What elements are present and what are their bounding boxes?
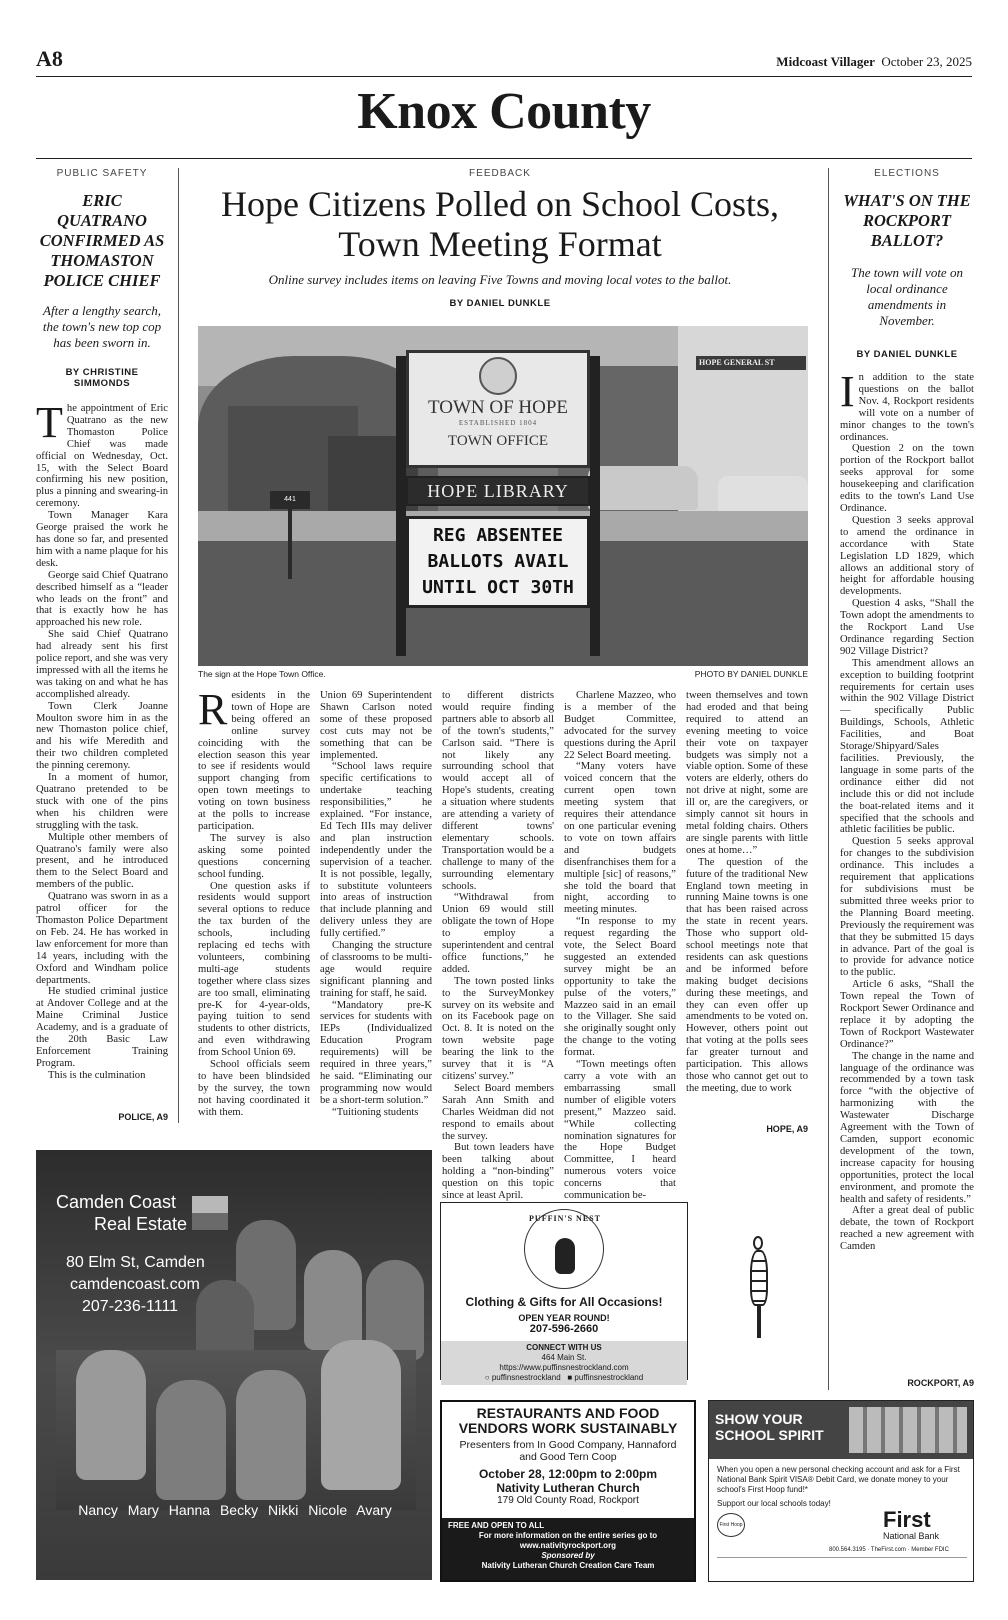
section-title: Knox County bbox=[357, 83, 651, 140]
left-para: She said Chief Quatrano had already sent his first police report, and she was very impressed with all the items he was taking on and what he has accomplished already. bbox=[36, 629, 168, 700]
left-para: Town Clerk Joanne Moulton swore him in as the new Thomaston police chief, and his wife Meredith and their two children completed the pinning ceremony. bbox=[36, 700, 168, 772]
drop-cap: R bbox=[198, 685, 228, 734]
agent-names bbox=[50, 1502, 420, 1518]
main-col-3 bbox=[442, 690, 554, 1202]
car bbox=[588, 466, 698, 510]
photo-credit: PHOTO BY DANIEL DUNKLE bbox=[694, 669, 808, 679]
main-para: “In response to my request regarding the vote, the Select Board suggested an extended survey might be an opportunity to take the pulse of the voters,” Mazzeo said in an email to the Villager. She said she originally sought only the change to the voting format. bbox=[564, 916, 676, 1059]
puffin-web[interactable]: https://www.puffinsnestrockland.com bbox=[499, 1363, 629, 1372]
section-rule bbox=[36, 158, 972, 159]
drop-cap: I bbox=[840, 367, 855, 416]
main-para: “Town meetings often carry a vote with an embarrassing small number of eligible voters present,” Mazzeo said. “While collecting nomination signatures for the Hope Budget Committee, I heard numerous voters voice concerns that communication be- bbox=[564, 1059, 676, 1202]
right-para: Question 2 on the town portion of the Rockport ballot seeks approval for some housekeeping and clarification edits to the town's Land Use Ordinance. bbox=[840, 443, 974, 514]
agent-photo bbox=[236, 1370, 306, 1500]
left-divider bbox=[178, 168, 179, 1123]
store-sign: HOPE GENERAL ST bbox=[696, 356, 806, 370]
main-para: One question asks if residents would support several options to reduce the tax burden of the schools, including replacing ed techs with volunteers, combining multi-age students together where class sizes are too small, eliminating pre-K for 4-year-olds, paying tuition to send students to other districts, and even withdrawing from School Union 69. bbox=[198, 880, 310, 1059]
event-when: October 28, 12:00pm to 2:00pm bbox=[478, 1467, 658, 1481]
agent-name: Hanna bbox=[168, 1502, 211, 1518]
bank-contact[interactable]: 800.564.3195 · TheFirst.com · Member FDIC bbox=[829, 1547, 949, 1553]
puffin-contact bbox=[441, 1341, 687, 1385]
right-para: This amendment allows an exception to building footprint requirements for certain uses within the 902 Village District — specifically Public Buildings, Schools, Athletic Facilities, and Boat Storage/Shipyard/Sales facilities. Previously, the language in some parts of the ordinance either did not include this or did not include the boat-related items and it specified that the schools and athletic facilities be public. bbox=[840, 657, 974, 836]
left-jump[interactable]: POLICE, A9 bbox=[118, 1112, 168, 1122]
event-more[interactable]: For more information on the entire series go to www.nativityrockport.org bbox=[478, 1531, 658, 1550]
main-para: “School laws require specific certifications to undertake teaching responsibilities,” he explained. “For instance, Ed Tech IIIs may deliver and plan instruction independently under the supervision of a teacher. It is not possible, legally, to substitute volunteers into areas of instruction that include planning and delivery unless they are fully certified.” bbox=[320, 761, 432, 940]
right-para: Question 4 asks, “Shall the Town adopt the amendments to the Rockport Land Use Ordinance regarding Section 902 Village District? bbox=[840, 598, 974, 657]
main-para: The survey is also asking some pointed questions concerning school funding. bbox=[198, 832, 310, 880]
left-para: George said Chief Quatrano described himself as a “leader who leads on the front” and that is exactly how he has approached his new role. bbox=[36, 569, 168, 629]
camden-phone: 207-236-1111 bbox=[82, 1298, 179, 1315]
main-para: “Mandatory pre-K services for students with IEPs (Individualized Education Program requirements) will be required in three years,” he said. “Eliminating our programming now would be a short-term solution.” bbox=[320, 999, 432, 1106]
right-headline: WHAT'S ON THE ROCKPORT BALLOT? bbox=[843, 191, 971, 250]
issue-date: October 23, 2025 bbox=[881, 54, 972, 69]
left-para: He studied criminal justice at Andover College and at the Maine Criminal Justice Academy, and is a graduate of the 20th Basic Law Enforcement Training Program. bbox=[36, 986, 168, 1069]
left-kicker: PUBLIC SAFETY bbox=[56, 168, 148, 179]
left-story bbox=[36, 168, 168, 1093]
buoy-spindle bbox=[757, 1306, 761, 1338]
bank-banner-line: SCHOOL SPIRIT bbox=[715, 1427, 824, 1443]
agent-name: Becky bbox=[219, 1502, 259, 1518]
right-para: Article 6 asks, “Shall the Town repeal the Town of Rockport Sewer Ordinance and replace it by adopting the Town of Rockport Wastewater Ordinance?” bbox=[840, 979, 974, 1050]
agent-photo bbox=[304, 1250, 362, 1350]
right-divider bbox=[828, 168, 829, 1390]
first-hoop-logo: First Hoop bbox=[717, 1513, 745, 1537]
sign-town-office: TOWN OFFICE bbox=[447, 433, 549, 449]
puffin-address: 464 Main St. bbox=[541, 1353, 587, 1362]
event-free: FREE AND OPEN TO ALL bbox=[448, 1521, 545, 1530]
page-number: A8 bbox=[36, 46, 63, 71]
right-story bbox=[840, 168, 974, 1372]
event-address: 179 Old County Road, Rockport bbox=[497, 1495, 639, 1506]
sign-town-name: TOWN OF HOPE bbox=[427, 397, 569, 418]
buoy-body bbox=[750, 1250, 768, 1306]
agent-name: Nikki bbox=[267, 1502, 299, 1518]
bank-logo: First bbox=[883, 1507, 931, 1532]
masthead bbox=[776, 54, 972, 70]
right-first-para: n addition to the state questions on the ballot Nov. 4, Rockport residents will vote on a number of minor changes to the town's ordinances. bbox=[840, 372, 974, 443]
camden-logo-mark bbox=[192, 1196, 228, 1230]
library-sign: HOPE LIBRARY bbox=[406, 476, 590, 506]
right-byline: BY DANIEL DUNKLE bbox=[856, 349, 958, 360]
agent-name: Nicole bbox=[308, 1502, 348, 1518]
bank-banner-line: SHOW YOUR bbox=[715, 1411, 803, 1427]
bank-logo-sub: National Bank bbox=[883, 1531, 940, 1541]
left-body bbox=[36, 398, 168, 1093]
mailbox: 441 bbox=[270, 491, 310, 509]
photo-caption: The sign at the Hope Town Office. bbox=[198, 669, 326, 679]
main-para: “Withdrawal from Union 69 would still obligate the town of Hope to employ a superintendent and central office functions,” he added. bbox=[442, 892, 554, 975]
main-para: Changing the structure of classrooms to be multi-age would require significant planning and training for staff, he said. bbox=[320, 940, 432, 999]
bank-banner-text bbox=[715, 1411, 824, 1443]
camden-address: 80 Elm St, Camden bbox=[66, 1254, 205, 1271]
drop-cap: T bbox=[36, 398, 63, 447]
left-para: In a moment of humor, Quatrano pretended to be stuck with one of the pins when his children were struggling with the task. bbox=[36, 772, 168, 831]
event-sponsored: Sponsored by bbox=[541, 1551, 595, 1560]
agent-name: Nancy bbox=[78, 1502, 118, 1518]
puffin-instagram[interactable]: puffinsnestrockland bbox=[491, 1373, 561, 1382]
puffin-logo bbox=[524, 1209, 604, 1289]
marquee-line: BALLOTS AVAIL bbox=[427, 551, 569, 572]
main-col-1 bbox=[198, 685, 310, 1118]
agent-photo bbox=[76, 1350, 146, 1480]
left-para: Multiple other members of Quatrano's family were also present, and he introduced them to the Select Board and members of the public. bbox=[36, 831, 168, 891]
agent-name: Avary bbox=[356, 1502, 392, 1518]
main-byline: BY DANIEL DUNKLE bbox=[449, 298, 551, 309]
main-first-para: esidents in the town of Hope are being offered an online survey coinciding with the election season this year to see if residents would support changing from open town meetings to voting on town business at the polls to increase participation. bbox=[198, 690, 310, 832]
left-para: Quatrano was sworn in as a patrol officer for the Thomaston Police Department on Feb. 24. He has worked in law enforcement for more than 14 years, including with the Oxford and Windham police departments. bbox=[36, 891, 168, 986]
main-headline: Hope Citizens Polled on School Costs, Town Meeting Format bbox=[221, 184, 779, 264]
main-para: tween themselves and town had eroded and that being required to attend an evening meeting to voice their vote on taxpayer budgets was simply not a viable option. Some of these voters are elderly, others do not drive at night, some are ill or, are the caregivers, or simply cannot sit hours in metal folding chairs. Others are single parents with little ones at home…” bbox=[686, 690, 808, 856]
marquee-sign bbox=[406, 516, 590, 608]
puffin-facebook[interactable]: puffinsnestrockland bbox=[574, 1373, 644, 1382]
main-para: School officials seem to have been blindsided by the survey, the town not having coordinated it with them. bbox=[198, 1059, 310, 1118]
header-rule bbox=[36, 76, 972, 77]
puffin-icon bbox=[555, 1238, 575, 1274]
main-jump[interactable]: HOPE, A9 bbox=[766, 1124, 808, 1134]
debit-cards-image bbox=[849, 1407, 967, 1453]
restaurants-event-ad[interactable] bbox=[440, 1400, 696, 1582]
town-sign bbox=[406, 350, 590, 468]
main-para: Union 69 Superintendent Shawn Carlson noted some of these proposed cost cuts may not be something that can be implemented. bbox=[320, 690, 432, 761]
right-body bbox=[840, 367, 974, 1372]
left-para: Town Manager Kara George praised the work he has done so far, and presented him with a name plaque for his desk. bbox=[36, 510, 168, 569]
marquee-line: UNTIL OCT 30TH bbox=[422, 577, 574, 598]
marquee-line: REG ABSENTEE bbox=[432, 525, 564, 546]
camden-coast-ad[interactable] bbox=[36, 1150, 432, 1580]
left-first-para: he appointment of Eric Quatrano as the new Thomaston Police Chief was made official on Wednesday, Oct. 15, with the Select Board confirming his new position, plus a pinning and swearing-in ceremony. bbox=[36, 403, 168, 510]
bank-body: When you open a new personal checking account and ask for a First National Bank Spirit VISA® Debit Card, we donate money to your school's First Hoop fund!* bbox=[717, 1465, 960, 1494]
left-dek: After a lengthy search, the town's new top cop has been sworn in. bbox=[42, 303, 162, 350]
right-jump[interactable]: ROCKPORT, A9 bbox=[907, 1378, 974, 1388]
sign-post-right bbox=[590, 356, 600, 656]
facebook-icon[interactable]: ■ bbox=[567, 1373, 573, 1382]
puffin-tagline: Clothing & Gifts for All Occasions! bbox=[465, 1295, 663, 1309]
truck bbox=[718, 476, 808, 516]
sign-post-left bbox=[396, 356, 406, 656]
event-where: Nativity Lutheran Church bbox=[496, 1481, 640, 1495]
town-sign-photo bbox=[198, 326, 808, 666]
right-dek: The town will vote on local ordinance amendments in November. bbox=[851, 265, 963, 328]
puffin-hours: OPEN YEAR ROUND! bbox=[518, 1313, 610, 1323]
main-para: to different districts would require finding partners able to absorb all of the town's students,” Carlson said. “There is not likely any surrounding school that would accept all of Hope's students, creating a situation where students are attending a variety of different towns' elementary schools. Transportation would be a challenge to many of the surrounding elementary schools. bbox=[442, 690, 554, 892]
right-para: After a great deal of public debate, the town of Rockport reached a new agreement with Camden bbox=[840, 1205, 974, 1253]
publication-name: Midcoast Villager bbox=[776, 54, 875, 69]
instagram-icon[interactable]: ○ bbox=[484, 1373, 490, 1382]
main-para: “Many voters have voiced concern that the current open town meeting system that requires their attendance on one particular evening to vote on town affairs and budgets disenfranchises them for a multiple [sic] of reasons,” she told the board that night, according to meeting minutes. bbox=[564, 761, 676, 916]
right-kicker: ELECTIONS bbox=[874, 168, 940, 179]
bank-fine-print bbox=[717, 1557, 967, 1575]
right-para: Question 3 seeks approval to amend the ordinance in accordance with State Legislation LD 1829, which allows an additional story of height for affordable housing developments. bbox=[840, 514, 974, 598]
main-col-2 bbox=[320, 690, 432, 1118]
camden-web: camdencoast.com bbox=[70, 1276, 200, 1293]
main-para: But town leaders have been talking about holding a “non-binding” question on this topic since at least April. bbox=[442, 1142, 554, 1202]
puffins-nest-ad[interactable] bbox=[440, 1202, 688, 1380]
main-para: Select Board members Sarah Ann Smith and Charles Weidman did not respond to emails about the survey. bbox=[442, 1082, 554, 1142]
left-para: This is the culmination bbox=[48, 1069, 146, 1081]
town-seal bbox=[479, 357, 517, 395]
event-sponsor: Nativity Lutheran Church Creation Care Team bbox=[481, 1561, 655, 1570]
right-para: The change in the name and language of the ordinance was recommended by a town task force “with the objective of harmonizing with the Wastewater Discharge Agreement with the Town of Camden, support economic development of the town, increase capacity for housing opportunities, protect the local environment, and promote the health and safety of residents.” bbox=[840, 1050, 974, 1205]
right-para: Question 5 seeks approval for changes to the subdivision ordinance. This includes a requirement that applications for subdivisions must be submitted three weeks prior to the Planning Board meeting. Previously the requirement was that they be submitted 15 days in advance. Part of the goal is to provide for advance notice to the public. bbox=[840, 836, 974, 979]
buoy-icon bbox=[745, 1236, 785, 1346]
buoy-loop bbox=[753, 1236, 763, 1250]
puffin-logo-text: PUFFIN'S NEST bbox=[529, 1214, 601, 1223]
left-byline: BY CHRISTINE SIMMONDS bbox=[65, 367, 139, 389]
camden-name-2: Real Estate bbox=[94, 1214, 188, 1234]
first-national-bank-ad[interactable] bbox=[708, 1400, 974, 1582]
agent-photo bbox=[156, 1380, 226, 1500]
main-para: Charlene Mazzeo, who is a member of the Budget Committee, advocated for the survey questions during the April 22 Select Board meeting. bbox=[564, 690, 676, 761]
bank-banner bbox=[709, 1401, 973, 1459]
main-para: The question of the future of the traditional New England town meeting in running Maine towns is one that has been raised across the state in recent years. Those who support old-school meetings note that residents can ask questions and be informed before making budget decisions during these meetings, and they can even offer up amendments to be voted on. However, others point out that voting at the polls sees far greater turnout and participation. This allows those who cannot get out to the meeting, due to work bbox=[686, 856, 808, 1094]
left-headline: ERIC QUATRANO CONFIRMED AS THOMASTON POLICE CHIEF bbox=[39, 191, 165, 290]
main-col-5 bbox=[686, 690, 808, 1120]
main-kicker: FEEDBACK bbox=[469, 168, 531, 179]
puffin-connect: CONNECT WITH US bbox=[526, 1343, 602, 1352]
agent-photo bbox=[321, 1340, 401, 1490]
sign-established: ESTABLISHED 1804 bbox=[458, 419, 538, 427]
puffin-phone: 207-596-2660 bbox=[529, 1323, 599, 1335]
event-presenters: Presenters from In Good Company, Hannaford and Good Tern Coop bbox=[459, 1439, 677, 1463]
bank-support: Support our local schools today! bbox=[717, 1499, 831, 1508]
main-dek: Online survey includes items on leaving Five Towns and moving local votes to the ballot. bbox=[268, 272, 732, 287]
main-para: “Tuitioning students bbox=[332, 1106, 419, 1118]
agent-name: Mary bbox=[127, 1502, 159, 1518]
camden-name-1: Camden Coast bbox=[56, 1192, 177, 1212]
mailbox-post bbox=[288, 509, 292, 579]
event-footer bbox=[442, 1518, 694, 1580]
main-col-4 bbox=[564, 690, 676, 1202]
event-title: RESTAURANTS AND FOOD VENDORS WORK SUSTAINABLY bbox=[458, 1405, 678, 1436]
main-para: The town posted links to the SurveyMonkey survey on its website and on its Facebook page on Oct. 8. It is noted on the town website page bearing the link to the survey that it is “A citizens' survey.” bbox=[442, 975, 554, 1082]
